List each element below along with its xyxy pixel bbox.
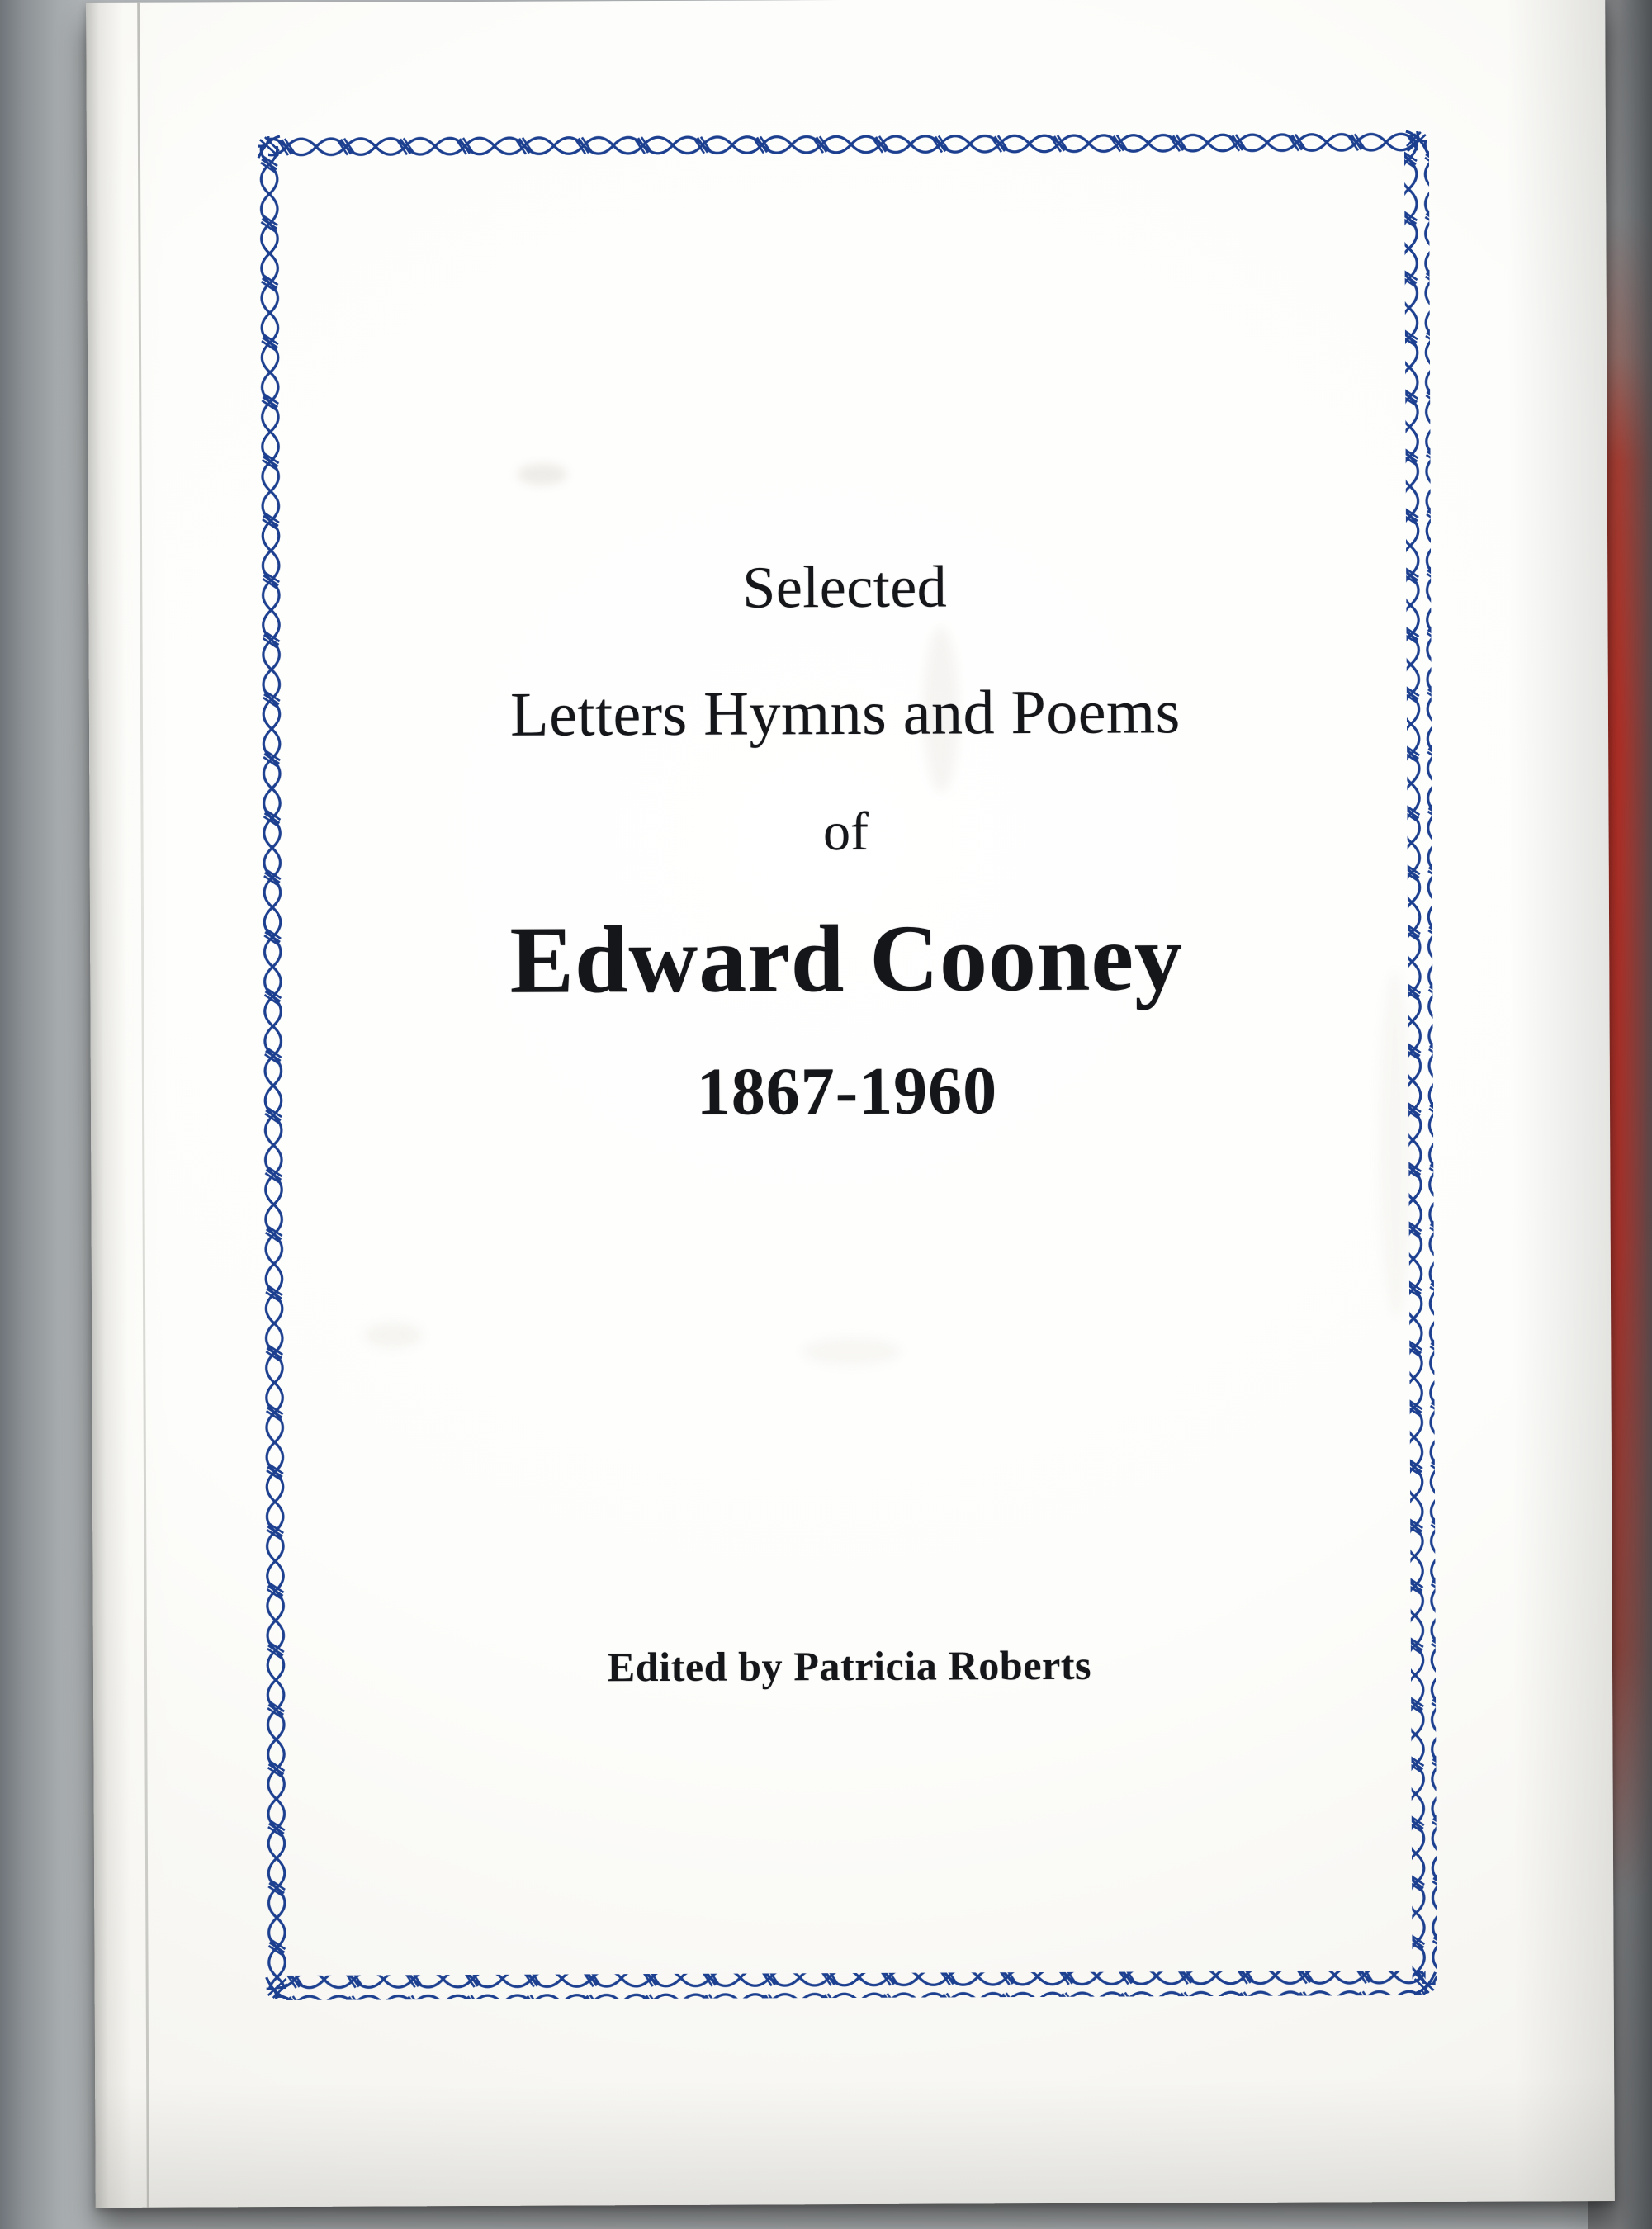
- right-vignette: [1619, 0, 1652, 2229]
- life-dates: 1867-1960: [696, 1053, 998, 1129]
- title-line-2: Letters Hymns and Poems: [509, 677, 1181, 750]
- cover-title-block: [257, 130, 1437, 2000]
- cover-bottom-shading: [95, 2077, 1615, 2208]
- book-cover: [86, 0, 1615, 2208]
- title-line-3: of: [822, 801, 869, 863]
- cover-right-shading: [1506, 0, 1615, 2201]
- title-line-1: Selected: [742, 553, 948, 621]
- subject-name: Edward Cooney: [509, 905, 1184, 1014]
- editor-credit: Edited by Patricia Roberts: [607, 1641, 1092, 1691]
- spine-fold-shadow: [86, 3, 174, 2208]
